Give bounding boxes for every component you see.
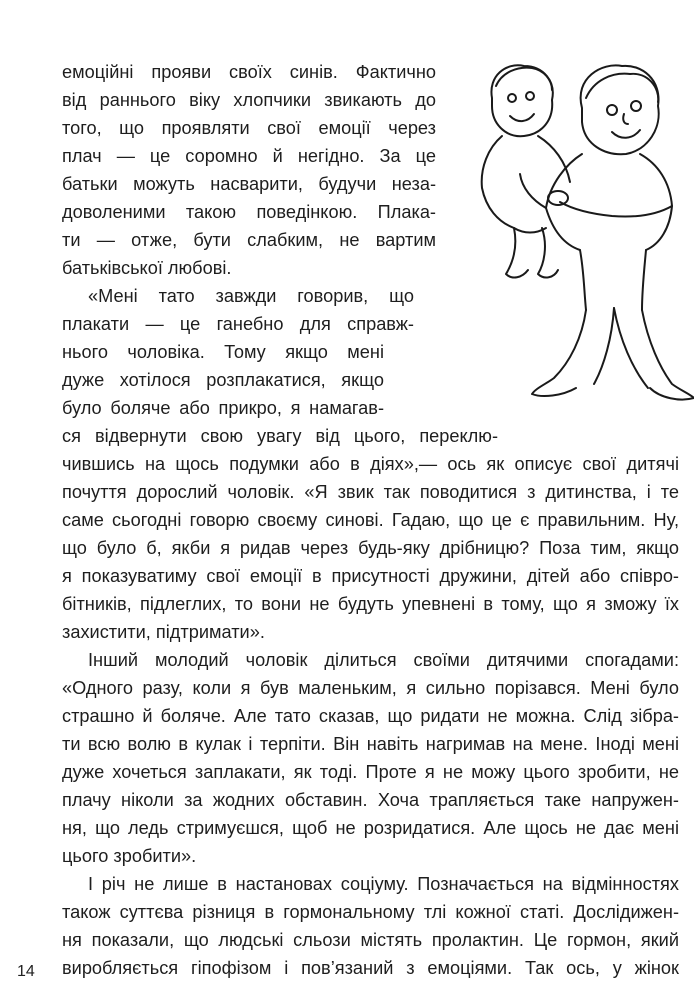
text-line: «Одного разу, коли я був маленьким, я сильно порізався. Мені було <box>62 678 679 698</box>
text-line: цього зробити». <box>62 846 197 866</box>
text-line: ти всю волю в кулак і терпіти. Він навіть нагримав на мене. Іноді мені <box>62 734 679 754</box>
text-line: ня, що ледь стримуєшся, щоб не розридатися. Але щось не дає мені <box>62 818 679 838</box>
text-line: І річ не лише в настановах соціуму. Позначається на відмінностях <box>88 874 679 894</box>
page-number: 14 <box>17 963 35 980</box>
text-line: було боляче або прикро, я намагав- <box>62 398 384 418</box>
text-line: чившись на щось подумки або в діях»,— ось як описує свої дитячі <box>62 454 679 474</box>
text-line: нього чоловіка. Тому якщо мені <box>62 342 384 362</box>
text-line: емоційні прояви своїх синів. Фактично <box>62 62 436 82</box>
text-line: захистити, підтримати». <box>62 622 265 642</box>
text-line: саме сьогодні говорю своєму синові. Гадаю, що це є правильним. Ну, <box>62 510 679 530</box>
text-line: батьки можуть насварити, будучи неза- <box>62 174 436 194</box>
text-line: плакати — це ганебно для справж- <box>62 314 414 334</box>
text-line: дуже хочеться заплакати, як тоді. Проте я не можу цього зробити, не <box>62 762 679 782</box>
text-line: виробляється гіпофізом і пов’язаний з емоціями. Так ось, у жінок <box>62 958 679 978</box>
text-line: дуже хотілося розплакатися, якщо <box>62 370 384 390</box>
text-line: також суттєва різниця в гормональному тлі кожної статі. Дослідижен- <box>62 902 679 922</box>
text-line: почуття дорослий чоловік. «Я звик так поводитися з дитинства, і те <box>62 482 679 502</box>
father-holding-son-illustration <box>462 58 694 422</box>
text-line: того, що проявляти свої емоції через <box>62 118 436 138</box>
text-line: від раннього віку хлопчики звикають до <box>62 90 436 110</box>
text-line: плачу ніколи за жодних обставин. Хоча трапляється таке напружен- <box>62 790 679 810</box>
text-line: страшно й боляче. Але тато сказав, що ридати не можна. Слід зібра- <box>62 706 679 726</box>
text-line: ти — отже, бути слабким, не вартим <box>62 230 436 250</box>
text-line: що було б, якби я ридав через будь-яку дрібницю? Поза тим, якщо <box>62 538 679 558</box>
text-line: бітників, підлеглих, то вони не будуть упевнені в тому, що я зможу їх <box>62 594 679 614</box>
text-line: доволеними такою поведінкою. Плака- <box>62 202 436 222</box>
text-line: «Мені тато завжди говорив, що <box>88 286 414 306</box>
text-line: ся відвернути свою увагу від цього, переклю- <box>62 426 498 446</box>
text-line: ня показали, що людські сльози містять пролактин. Це гормон, який <box>62 930 679 950</box>
text-line: Інший молодий чоловік ділиться своїми дитячими спогадами: <box>88 650 679 670</box>
text-line: плач — це соромно й негідно. За це <box>62 146 436 166</box>
text-line: батьківської любові. <box>62 258 232 278</box>
text-line: я показуватиму свої емоції в присутності дружини, дітей або співро- <box>62 566 679 586</box>
father-son-drawing <box>462 58 694 422</box>
